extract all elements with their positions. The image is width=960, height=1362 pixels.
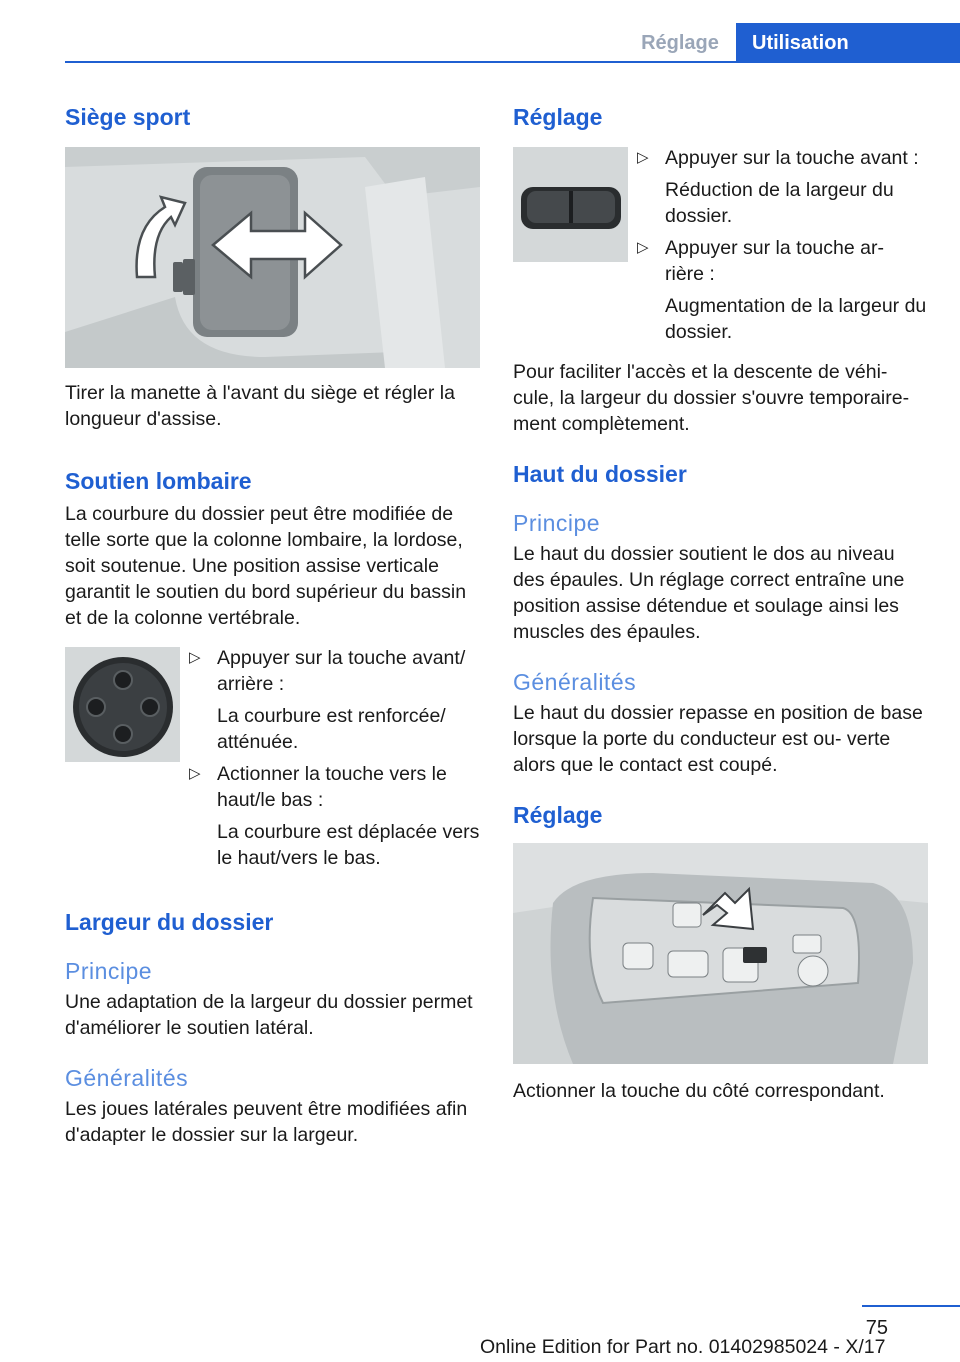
width-bullet-2-result: Augmentation de la largeur du dossier. <box>665 295 927 343</box>
left-column <box>65 100 480 1148</box>
upper-adjust-heading: Réglage <box>513 802 603 828</box>
edition-note: Online Edition for Part no. 01402985024 - X/17 <box>480 1336 886 1358</box>
lumbar-controls <box>65 647 480 871</box>
lumbar-heading: Soutien lombaire <box>65 468 252 494</box>
lumbar-bullet-2 <box>180 761 480 813</box>
triangle-bullet-icon: ▷ <box>637 149 649 166</box>
triangle-bullet-icon: ▷ <box>637 239 649 256</box>
upper-backrest-heading: Haut du dossier <box>513 461 687 487</box>
width-bullet-1 <box>628 145 928 171</box>
triangle-bullet-icon: ▷ <box>189 765 201 782</box>
adjust-heading: Réglage <box>513 104 603 130</box>
header-chapter-tab: Utilisation <box>736 23 960 61</box>
width-bullet-2 <box>628 235 928 287</box>
upper-principle-text: Le haut du dossier soutient le dos au niveau des épaules. Un réglage correct entraîne une position assise détendue et soulage ainsi les muscles des épaules. <box>513 543 905 643</box>
sport-seat-caption: Tirer la manette à l'avant du siège et régler la longueur d'assise. <box>65 382 455 430</box>
footer-rule <box>862 1305 960 1307</box>
lumbar-bullet-2-result: La courbure est déplacée vers le haut/vers le bas. <box>217 821 480 869</box>
upper-adjust-caption: Actionner la touche du côté correspondant. <box>513 1080 885 1102</box>
right-column <box>513 100 928 1104</box>
triangle-bullet-icon: ▷ <box>189 649 201 666</box>
width-bullet-2-action: Appuyer sur la touche ar‐ rière : <box>665 237 884 285</box>
lumbar-bullet-list <box>180 645 480 871</box>
width-switch-image <box>513 147 628 262</box>
lumbar-bullet-2-action: Actionner la touche vers le haut/le bas : <box>217 763 447 811</box>
general-heading: Généralités <box>65 1065 189 1091</box>
lumbar-bullet-1 <box>180 645 480 697</box>
lumbar-bullet-1-result: La courbure est renforcée/ atténuée. <box>217 705 446 753</box>
general-text: Les joues latérales peuvent être modifiées afin d'adapter le dossier sur la largeur. <box>65 1098 468 1146</box>
upper-general-text: Le haut du dossier repasse en position de base lorsque la porte du conducteur est ou‐ verte alors que le contact est coupé. <box>513 702 923 776</box>
seat-control-panel-illustration <box>513 843 928 1064</box>
header-section-tab: Réglage <box>641 32 719 54</box>
width-bullet-1-action: Appuyer sur la touche avant : <box>665 147 919 169</box>
lumbar-text: La courbure du dossier peut être modifiée de telle sorte que la colonne lombaire, la lordose, soit soutenue. Une position assise verticale garantit le soutien du bord supérieur du bassin et de la colonne vertébrale. <box>65 503 467 629</box>
principle-text: Une adaptation de la largeur du dossier permet d'améliorer le soutien latéral. <box>65 991 473 1039</box>
principle-heading: Principe <box>65 958 153 984</box>
header-rule <box>65 61 960 63</box>
upper-general-heading: Généralités <box>513 669 637 695</box>
backrest-width-heading: Largeur du dossier <box>65 909 274 935</box>
page-number: 75 <box>865 1317 888 1339</box>
adjust-text: Pour faciliter l'accès et la descente de véhi‐ cule, la largeur du dossier s'ouvre temporaire‐ ment complètement. <box>513 361 910 435</box>
width-bullet-list <box>628 145 928 345</box>
sport-seat-heading: Siège sport <box>65 104 191 130</box>
lumbar-switch-image <box>65 647 180 762</box>
width-bullet-1-result: Réduction de la largeur du dossier. <box>665 179 894 227</box>
sport-seat-illustration <box>65 147 480 368</box>
width-controls <box>513 147 928 345</box>
upper-principle-heading: Principe <box>513 510 601 536</box>
lumbar-bullet-1-action: Appuyer sur la touche avant/ arrière : <box>217 647 466 695</box>
